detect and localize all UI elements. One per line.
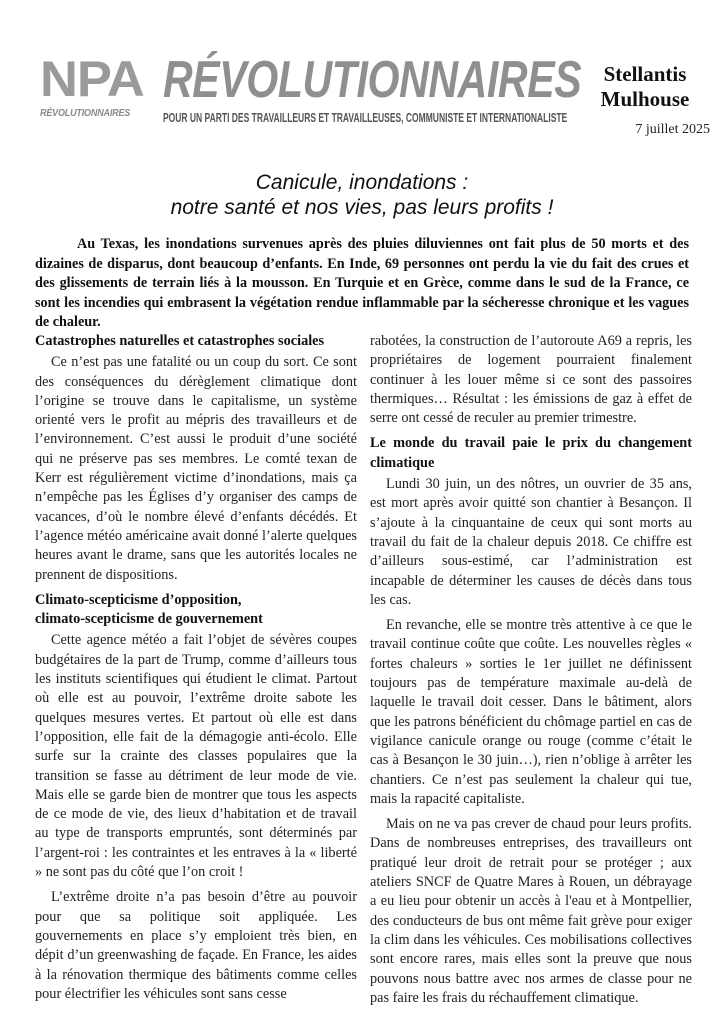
npa-logo-text: NPA xyxy=(40,51,144,107)
left-column xyxy=(35,332,357,1010)
paragraph: L’extrême droite n’a pas besoin d’être au pouvoir pour que sa politique soit appliquée. Les gouvernements en place s’y emploient très bien, en dépit d’un greenwashing de façade. En France, les aides à la rénovation thermique des bâtiments comme celles pour électrifier les véhicules sont sans cesse xyxy=(35,889,357,1002)
masthead-title: RÉVOLUTIONNAIRES xyxy=(163,51,582,109)
headline-line1: Canicule, inondations : xyxy=(255,171,469,194)
paragraph: Lundi 30 juin, un des nôtres, un ouvrier de 35 ans, est mort après avoir quitté son chantier à Besançon. Il s’ajoute à la cinquantaine de ceux qui sont morts au travail du fait de la chaleur depuis 2018. Ce chiffre est d’ailleurs sous-estimé, car l’administration est incapable de déterminer les causes de décès dans tous les cas. xyxy=(370,476,692,608)
issue-date: 7 juillet 2025 xyxy=(635,122,710,137)
npa-logo-subtitle: RÉVOLUTIONNAIRES xyxy=(40,108,131,119)
heading-line2: climato-scepticisme de gouvernement xyxy=(35,611,263,628)
company-name-line1: Stellantis xyxy=(603,62,687,86)
right-column xyxy=(370,332,692,1014)
paragraph: Ce n’est pas une fatalité ou un coup du sort. Ce sont des conséquences du dérèglement climatique dont l’origine se trouve dans le capitalisme, un système orienté vers le profit au mépris des travailleurs et de l’environnement. C’est aussi le produit d’une société qui ne préserve pas ses membres. Le comté texan de Kerr est régulièrement victime d’inondations, mais ça n’empêche pas les Églises d’y organiser des camps de vacances, d’où le nombre élevé d’enfants décédés. Et l’agence météo américaine avait donné l’alerte quelques heures avant le drame, sans que les autorités locales ne prennent de dispositions. xyxy=(35,354,357,583)
section-heading-catastrophes: Catastrophes naturelles et catastrophes sociales xyxy=(35,333,325,349)
page-headline xyxy=(0,170,724,220)
headline-line2: notre santé et nos vies, pas leurs profits ! xyxy=(170,196,554,219)
section-heading-monde-du-travail: Le monde du travail paie le prix du changement climatique xyxy=(370,435,692,471)
paragraph: Cette agence météo a fait l’objet de sévères coupes budgétaires de la part de Trump, comme d’ailleurs tous les instituts scientifiques qui étudient le climat. Partout où elle est au pouvoir, l’extrême droite sabote les quelques mesures vertes. Et partout où elle est dans l’opposition, elle fait de la démagogie anti-écolo. Elle surfe sur la crainte des classes populaires que la transition se fasse au détriment de leur mode de vie. Mais elle se garde bien de montrer que tous les aspects de ce mode de vie, des lieux d’habitation et de travail au type de transports empruntés, sont déterminés par l’argent-roi : les contraintes et les entraves à la « liberté » ne sont pas du côté que l’on croit ! xyxy=(35,632,357,881)
masthead-header xyxy=(0,0,724,160)
masthead-title-block xyxy=(163,51,582,125)
company-name-line2: Mulhouse xyxy=(600,87,690,111)
company-block xyxy=(580,62,710,138)
paragraph: Mais on ne va pas crever de chaud pour leurs profits. Dans de nombreuses entreprises, des travailleurs ont pratiqué leur droit de retrait pour se protéger ; aux ateliers SNCF de Quatre Mares à Rouen, un débrayage a eu lieu pour obtenir un accès à l'eau et à Montpellier, des conducteurs de bus ont même fait grève pour exiger la clim dans les véhicules. Ces mobilisations collectives sont encore rares, mais elles sont la preuve que nous pouvons nous battre avec nos armes de classe pour ne pas faire les frais du réchauffement climatique. xyxy=(370,816,692,1006)
masthead-tagline: POUR UN PARTI DES TRAVAILLEURS ET TRAVAILLEUSES, COMMUNISTE ET INTERNATIONALISTE xyxy=(163,111,568,125)
heading-line1: Climato-scepticisme d’opposition, xyxy=(35,591,242,608)
section-heading-climato-scepticisme xyxy=(35,591,357,630)
paragraph: En revanche, elle se montre très attentive à ce que le travail continue coûte que coûte. Les nouvelles règles « fortes chaleurs » sorties le 1er juillet ne définissent toujours pas de température maximale au-delà de laquelle le travail doit cesser. Dans le bâtiment, alors que les patrons bénéficient du chômage partiel en cas de vigilance canicule orange ou rouge (comme c’était le cas à Besançon le 30 juin…), rien n’oblige à arrêter les chantiers. Ce n’est pas seulement la chaleur qui tue, mais la rapacité capitaliste. xyxy=(370,617,692,807)
npa-logo xyxy=(40,51,150,120)
paragraph-continued: rabotées, la construction de l’autoroute A69 a repris, les propriétaires de logement pourraient finalement continuer à les louer même si ce sont des passoires thermiques… Résultat : les émissions de gaz à effet de serre ont cessé de reculer au premier trimestre. xyxy=(370,333,692,427)
intro-paragraph: Au Texas, les inondations survenues après des pluies diluviennes ont fait plus de 50 morts et des dizaines de disparus, dont beaucoup d’enfants. En Inde, 69 personnes ont perdu la vie du fait des crues et des glissements de terrain liés à la mousson. En Turquie et en Grèce, comme dans le sud de la France, ce sont les incendies qui embrasent la végétation rendue inflammable par la sécheresse chronique et les vagues de chaleur. xyxy=(35,236,689,330)
